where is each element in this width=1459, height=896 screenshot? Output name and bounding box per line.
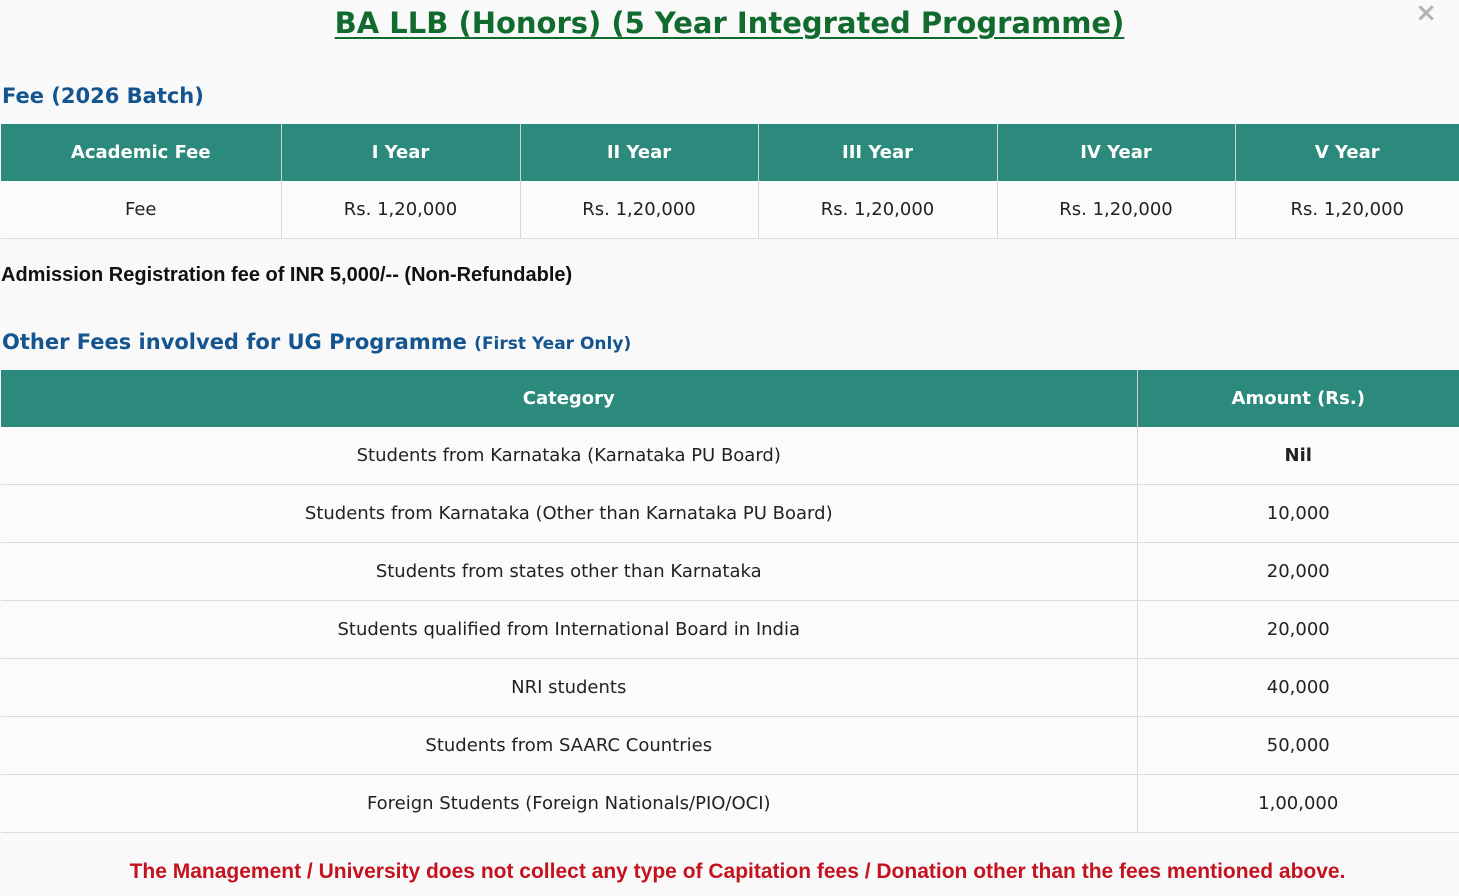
page-title-text: BA LLB (Honors) (5 Year Integrated Programme) (334, 6, 1125, 40)
fee-cell-year-1: Rs. 1,20,000 (281, 181, 520, 239)
amount-cell: 20,000 (1137, 601, 1459, 659)
category-cell: Students from SAARC Countries (1, 717, 1137, 775)
capitation-disclaimer: The Management / University does not collect any type of Capitation fees / Donation other than the fees mentioned above. (129, 860, 1346, 883)
amount-cell: Nil (1137, 427, 1459, 485)
fee-header-year-1: I Year (281, 124, 520, 181)
fee-header-year-4: IV Year (997, 124, 1235, 181)
fee-cell-year-3: Rs. 1,20,000 (758, 181, 997, 239)
close-icon[interactable]: × (1415, 0, 1437, 28)
other-fees-heading (1, 330, 631, 354)
table-row (1, 659, 1459, 717)
amount-cell: 40,000 (1137, 659, 1459, 717)
category-cell: Foreign Students (Foreign Nationals/PIO/OCI) (1, 775, 1137, 833)
amount-cell: 10,000 (1137, 485, 1459, 543)
fee-header-year-3: III Year (758, 124, 997, 181)
amount-cell: 1,00,000 (1137, 775, 1459, 833)
table-row (1, 543, 1459, 601)
fee-table-header-row (1, 124, 1459, 181)
other-fees-subheading: (First Year Only) (474, 334, 632, 354)
table-row (1, 485, 1459, 543)
registration-fee-note: Admission Registration fee of INR 5,000/-- (Non-Refundable) (1, 264, 573, 286)
table-row (1, 181, 1459, 239)
fee-table (1, 124, 1459, 239)
category-cell: NRI students (1, 659, 1137, 717)
other-fees-heading-text: Other Fees involved for UG Programme (2, 330, 467, 354)
other-fees-header-category: Category (1, 370, 1137, 427)
amount-cell: 20,000 (1137, 543, 1459, 601)
table-row (1, 717, 1459, 775)
category-cell: Students from states other than Karnataka (1, 543, 1137, 601)
fee-cell-year-4: Rs. 1,20,000 (997, 181, 1235, 239)
fee-cell-label: Fee (1, 181, 281, 239)
amount-cell: 50,000 (1137, 717, 1459, 775)
table-row (1, 775, 1459, 833)
fee-section-heading: Fee (2026 Batch) (2, 84, 204, 108)
other-fees-header-amount: Amount (Rs.) (1137, 370, 1459, 427)
fee-cell-year-5: Rs. 1,20,000 (1235, 181, 1459, 239)
fee-cell-year-2: Rs. 1,20,000 (520, 181, 758, 239)
category-cell: Students from Karnataka (Other than Karnataka PU Board) (1, 485, 1137, 543)
category-cell: Students from Karnataka (Karnataka PU Board) (1, 427, 1137, 485)
fee-header-year-5: V Year (1235, 124, 1459, 181)
fee-header-academic: Academic Fee (1, 124, 281, 181)
other-fees-header-row (1, 370, 1459, 427)
table-row (1, 427, 1459, 485)
page-title (0, 0, 1459, 50)
table-row (1, 601, 1459, 659)
category-cell: Students qualified from International Board in India (1, 601, 1137, 659)
fee-header-year-2: II Year (520, 124, 758, 181)
other-fees-table (1, 370, 1459, 833)
